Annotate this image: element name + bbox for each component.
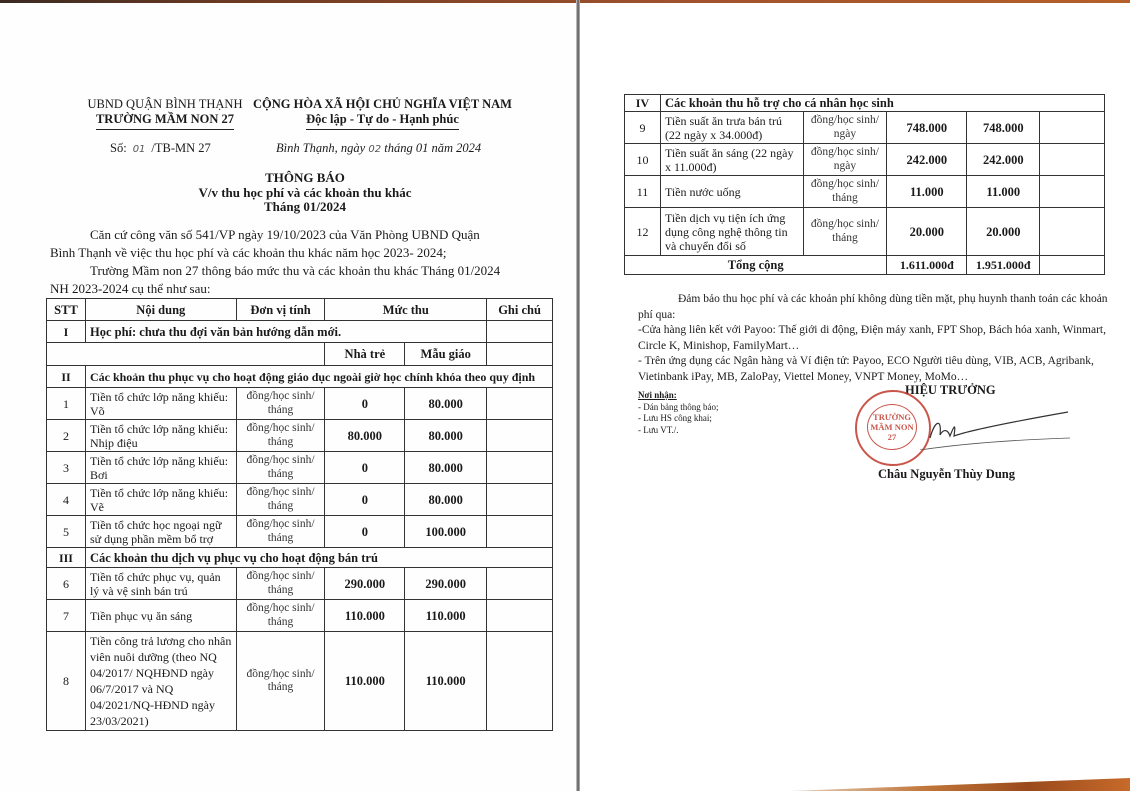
document-number-handwritten: 01 <box>132 144 146 155</box>
table-row: 8 Tiền công trả lương cho nhân viên nuôi dưỡng (theo NQ 04/2017/ NQHĐND ngày 06/7/2017 và NQ 04/2021/NQ-HĐND ngày 23/03/2021) đồng/học sinh/ tháng 110.000 110.000 <box>47 632 553 731</box>
national-heading <box>245 97 520 130</box>
document-title: THÔNG BÁO V/v thu học phí và các khoản thu khác Tháng 01/2024 <box>198 170 412 214</box>
handwritten-signature-icon <box>920 410 1070 450</box>
subheader-row: Nhà trẻ Mẫu giáo <box>47 343 553 366</box>
total-row: Tổng cộng 1.611.000đ 1.951.000đ <box>625 256 1105 275</box>
section-row: I Học phí: chưa thu đợi văn bản hướng dẫn mới. <box>47 321 553 343</box>
document-date: Bình Thạnh, ngày 02 tháng 01 năm 2024 <box>276 141 482 155</box>
table-row: 2 Tiền tổ chức lớp năng khiếu: Nhịp điệu đồng/học sinh/ tháng 80.000 80.000 <box>47 420 553 452</box>
table-row: 9 Tiền suất ăn trưa bán trú (22 ngày x 34.000đ) đồng/học sinh/ ngày 748.000 748.000 <box>625 112 1105 144</box>
intro-paragraph: Căn cứ công văn số 541/VP ngày 19/10/2023 của Văn Phòng UBND Quận Bình Thạnh về việc thu học phí và các khoản thu khác năm học 2023- 2024; Trường Mầm non 27 thông báo mức thu và các khoản thu khác Tháng 01/2024 NH 2023-2024 cụ thể như sau: <box>50 227 501 296</box>
table-row: 5 Tiền tổ chức học ngoại ngữ sử dụng phần mềm bổ trợ đồng/học sinh/ tháng 0 100.000 <box>47 516 553 548</box>
table-header-row: STT Nội dung Đơn vị tính Mức thu Ghi chú <box>47 299 553 321</box>
national-motto: Độc lập - Tự do - Hạnh phúc <box>306 112 459 130</box>
table-row: 11 Tiền nước uống đồng/học sinh/ tháng 11.000 11.000 <box>625 176 1105 208</box>
table-row: 12 Tiền dịch vụ tiện ích ứng dụng công nghệ thông tin và chuyển đổi số đồng/học sinh/ tháng 20.000 20.000 <box>625 208 1105 256</box>
date-day-handwritten: 02 <box>368 144 382 155</box>
table-row: 7 Tiền phục vụ ăn sáng đồng/học sinh/ tháng 110.000 110.000 <box>47 600 553 632</box>
issuer-authority: UBND QUẬN BÌNH THẠNH <box>87 97 243 111</box>
school-stamp-icon: TRƯỜNG MẦM NON 27 <box>855 390 931 466</box>
fee-table-part2 <box>624 94 1105 275</box>
table-row: 3 Tiền tổ chức lớp năng khiếu: Bơi đồng/học sinh/ tháng 0 80.000 <box>47 452 553 484</box>
payment-stores: -Cửa hàng liên kết với Payoo: Thế giới di động, Điện máy xanh, FPT Shop, Bách hóa xanh, Winmart, Circle K, Minishop, FamilyMart… <box>638 324 1106 352</box>
section-row: III Các khoản thu dịch vụ phục vụ cho hoạt động bán trú <box>47 548 553 568</box>
issuer-block <box>70 97 260 130</box>
table-row: 4 Tiền tổ chức lớp năng khiếu: Vẽ đồng/học sinh/ tháng 0 80.000 <box>47 484 553 516</box>
section-row: IV Các khoản thu hỗ trợ cho cá nhân học sinh <box>625 95 1105 112</box>
table-row: 1 Tiền tổ chức lớp năng khiếu: Võ đồng/học sinh/ tháng 0 80.000 <box>47 388 553 420</box>
signer-name: Châu Nguyễn Thùy Dung <box>878 467 1015 481</box>
table-row: 6 Tiền tổ chức phục vụ, quản lý và vệ sinh bán trú đồng/học sinh/ tháng 290.000 290.000 <box>47 568 553 600</box>
payment-apps: - Trên ứng dụng các Ngân hàng và Ví điện tử: Payoo, ECO Người tiêu dùng, VIB, ACB, Agribank, Vietinbank iPay, MB, ZaloPay, Viettel Money, VNPT Money, MoMo… <box>638 355 1094 383</box>
nation-name: CỘNG HÒA XÃ HỘI CHỦ NGHĨA VIỆT NAM <box>253 97 512 111</box>
table-row: 10 Tiền suất ăn sáng (22 ngày x 11.000đ) đồng/học sinh/ ngày 242.000 242.000 <box>625 144 1105 176</box>
section-row: II Các khoản thu phục vụ cho hoạt động giáo dục ngoài giờ học chính khóa theo quy định <box>47 366 553 388</box>
recipients-block: Nơi nhận: - Dán bảng thông báo; - Lưu HS công khai; - Lưu VT./. <box>638 390 719 435</box>
principal-title: HIỆU TRƯỞNG <box>905 383 996 397</box>
fee-table-part1 <box>46 298 553 731</box>
issuer-school: TRƯỜNG MẦM NON 27 <box>96 112 234 130</box>
document-number: Số: 01 /TB-MN 27 <box>110 141 211 155</box>
payment-note: Đảm bảo thu học phí và các khoản phí không dùng tiền mặt, phụ huynh thanh toán các khoản phí qua: -Cửa hàng liên kết với Payoo: Thế giới di động, Điện máy xanh, FPT Shop, Bách hóa xanh, Winmart, Circle K, Minishop, FamilyMart… - Trên ứng dụng các Ngân hàng và Ví điện tử: Payoo, ECO Người tiêu dùng, VIB, ACB, Agribank, Vietinbank iPay, MB, ZaloPay, Viettel Money, VNPT Money, MoMo… <box>638 292 1108 385</box>
